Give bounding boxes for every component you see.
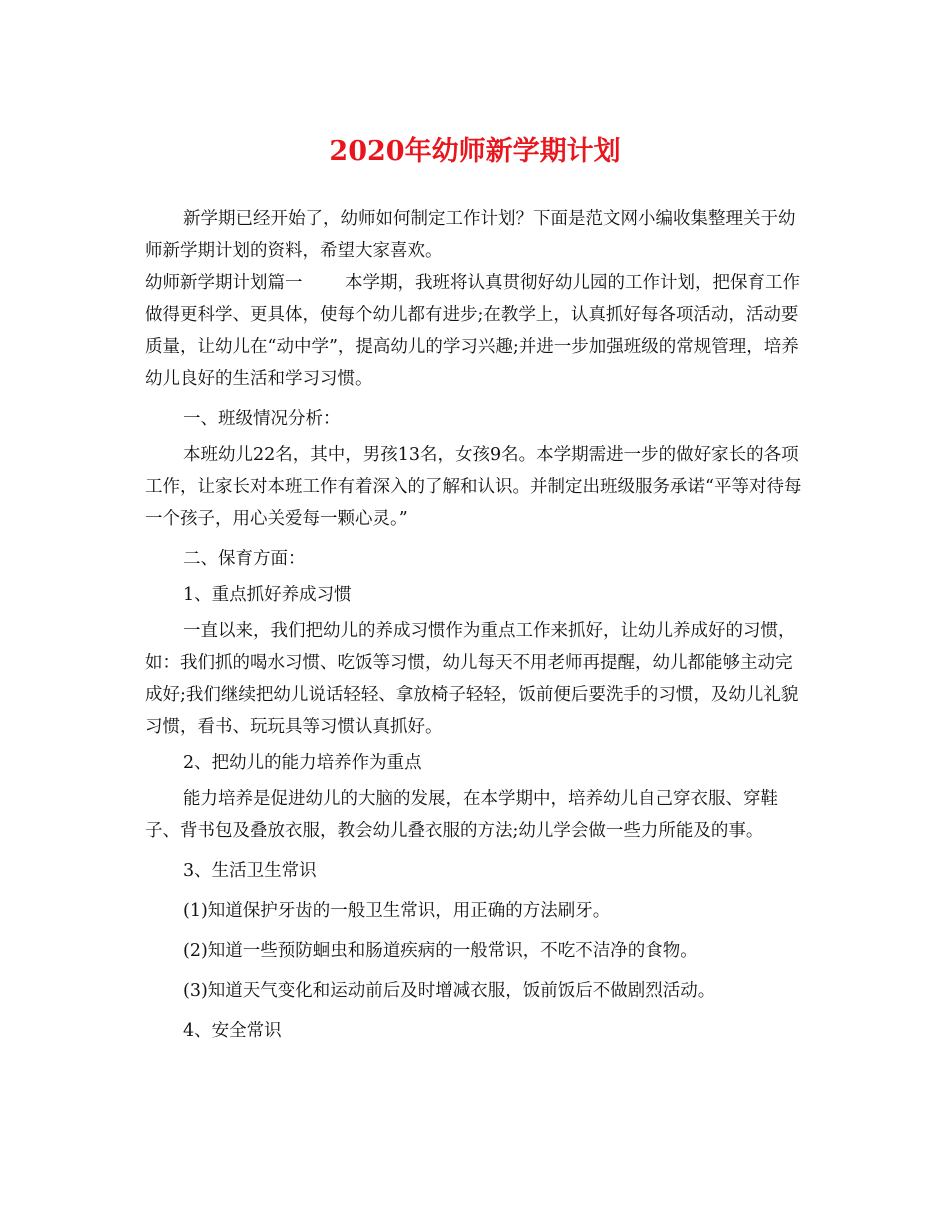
hygiene-item-3: (3)知道天气变化和运动前后及时增减衣服，饭前饭后不做剧烈活动。 [183,981,716,1001]
heading-childcare: 二、保育方面： [183,549,306,569]
hygiene-item-1: (1)知道保护牙齿的一般卫生常识，用正确的方法刷牙。 [183,901,611,921]
subheading-safety: 4、安全常识 [183,1021,282,1041]
section-one-label: 幼师新学期计划篇一 [145,273,303,293]
hygiene-item-2: (2)知道一些预防蛔虫和肠道疾病的一般常识，不吃不洁净的食物。 [183,941,698,961]
section-one-paragraph [145,267,805,395]
habits-paragraph: 一直以来，我们把幼儿的养成习惯作为重点工作来抓好，让幼儿养成好的习惯，如：我们抓的喝水习惯、吃饭等习惯，幼儿每天不用老师再提醒，幼儿都能够主动完成好;我们继续把幼儿说话轻轻、拿放椅子轻轻，饭前便后要洗手的习惯，及幼儿礼貌习惯，看书、玩玩具等习惯认真抓好。 [145,621,799,737]
subheading-hygiene: 3、生活卫生常识 [183,861,317,881]
intro-paragraph: 新学期已经开始了，幼师如何制定工作计划？下面是范文网小编收集整理关于幼师新学期计划的资料，希望大家喜欢。 [145,209,796,261]
subheading-abilities: 2、把幼儿的能力培养作为重点 [183,753,422,773]
heading-class-analysis: 一、班级情况分析： [183,409,341,429]
document-body [145,203,805,1047]
section-one-text: 本学期，我班将认真贯彻好幼儿园的工作计划，把保育工作做得更科学、更具体，使每个幼儿都有进步;在教学上，认真抓好每各项活动，活动要质量，让幼儿在“动中学”，提高幼儿的学习兴趣;并进一步加强班级的常规管理，培养幼儿良好的生活和学习习惯。 [145,273,800,389]
class-analysis-paragraph: 本班幼儿22名，其中，男孩13名，女孩9名。本学期需进一步的做好家长的各项工作，让家长对本班工作有着深入的了解和认识。并制定出班级服务承诺“平等对待每一个孩子，用心关爱每一颗心灵。” [145,445,802,529]
abilities-paragraph: 能力培养是促进幼儿的大脑的发展，在本学期中，培养幼儿自己穿衣服、穿鞋子、背书包及叠放衣服，教会幼儿叠衣服的方法;幼儿学会做一些力所能及的事。 [145,789,778,841]
subheading-habits: 1、重点抓好养成习惯 [183,585,352,605]
document-title: 2020年幼师新学期计划 [329,136,621,167]
